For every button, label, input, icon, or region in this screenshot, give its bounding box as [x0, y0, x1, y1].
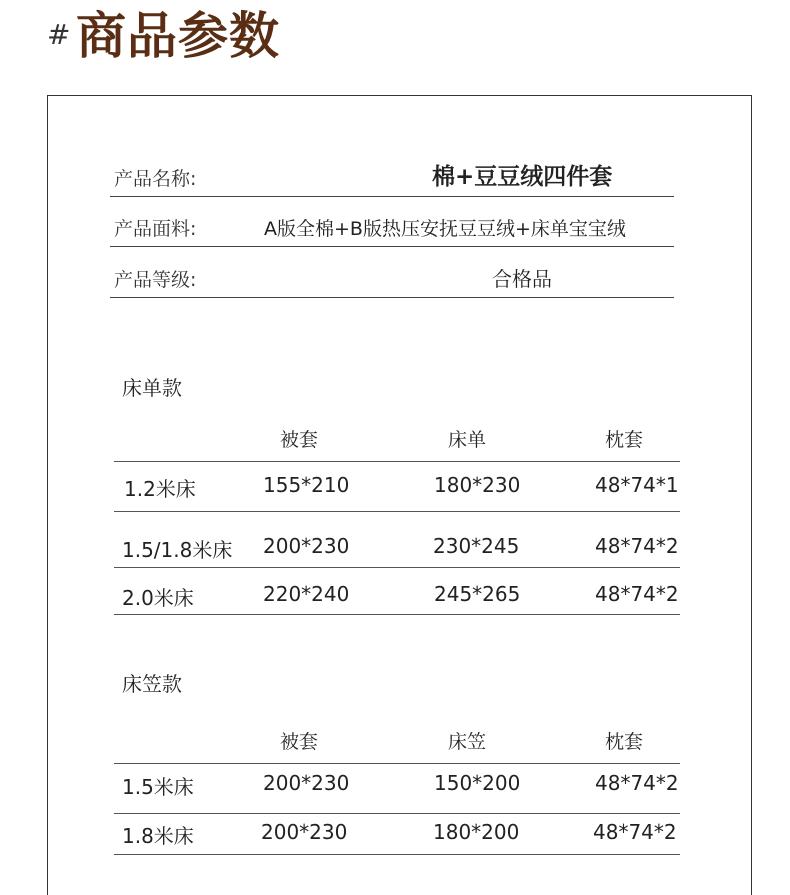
- table-cell: 48*74*2: [593, 820, 677, 844]
- page-title: 商品参数: [76, 7, 280, 65]
- info-row-grade: [110, 263, 674, 298]
- column-header: 被套: [280, 429, 319, 451]
- table-cell: 200*230: [263, 771, 350, 795]
- divider: [114, 567, 680, 568]
- section-title-sheet: 床单款: [122, 376, 182, 400]
- table-cell: 1.2米床: [124, 477, 196, 501]
- table-cell: 200*230: [261, 820, 348, 844]
- table-cell: 200*230: [263, 534, 350, 558]
- info-row-fabric: [110, 212, 674, 247]
- info-label: 产品面料:: [114, 218, 197, 240]
- divider: [114, 461, 680, 462]
- divider: [114, 763, 680, 764]
- table-cell: 155*210: [263, 473, 350, 497]
- column-header: 枕套: [605, 731, 644, 753]
- info-value: 棉+豆豆绒四件套: [432, 164, 613, 190]
- divider: [114, 813, 680, 814]
- table-cell: 48*74*2: [595, 582, 679, 606]
- column-header: 被套: [280, 731, 319, 753]
- table-cell: 180*230: [434, 473, 521, 497]
- hash-symbol: #: [47, 18, 71, 51]
- table-cell: 48*74*2: [595, 771, 679, 795]
- info-value: A版全棉+B版热压安抚豆豆绒+床单宝宝绒: [264, 218, 626, 240]
- section-title-fitted: 床笠款: [122, 672, 182, 696]
- table-cell: 1.5米床: [122, 775, 194, 799]
- table-cell: 2.0米床: [122, 586, 194, 610]
- table-cell: 245*265: [434, 582, 521, 606]
- table-cell: 230*245: [433, 534, 520, 558]
- table-cell: 48*74*1: [595, 473, 679, 497]
- info-label: 产品名称:: [114, 168, 197, 190]
- divider: [114, 614, 680, 615]
- divider: [114, 854, 680, 855]
- info-row-name: [110, 162, 674, 197]
- table-cell: 1.8米床: [122, 824, 194, 848]
- table-cell: 150*200: [434, 771, 521, 795]
- table-cell: 220*240: [263, 582, 350, 606]
- info-label: 产品等级:: [114, 269, 197, 291]
- column-header: 床单: [448, 429, 487, 451]
- column-header: 枕套: [605, 429, 644, 451]
- divider: [114, 511, 680, 512]
- info-value: 合格品: [492, 267, 552, 291]
- column-header: 床笠: [448, 731, 487, 753]
- table-cell: 48*74*2: [595, 534, 679, 558]
- table-cell: 1.5/1.8米床: [122, 538, 233, 562]
- table-cell: 180*200: [433, 820, 520, 844]
